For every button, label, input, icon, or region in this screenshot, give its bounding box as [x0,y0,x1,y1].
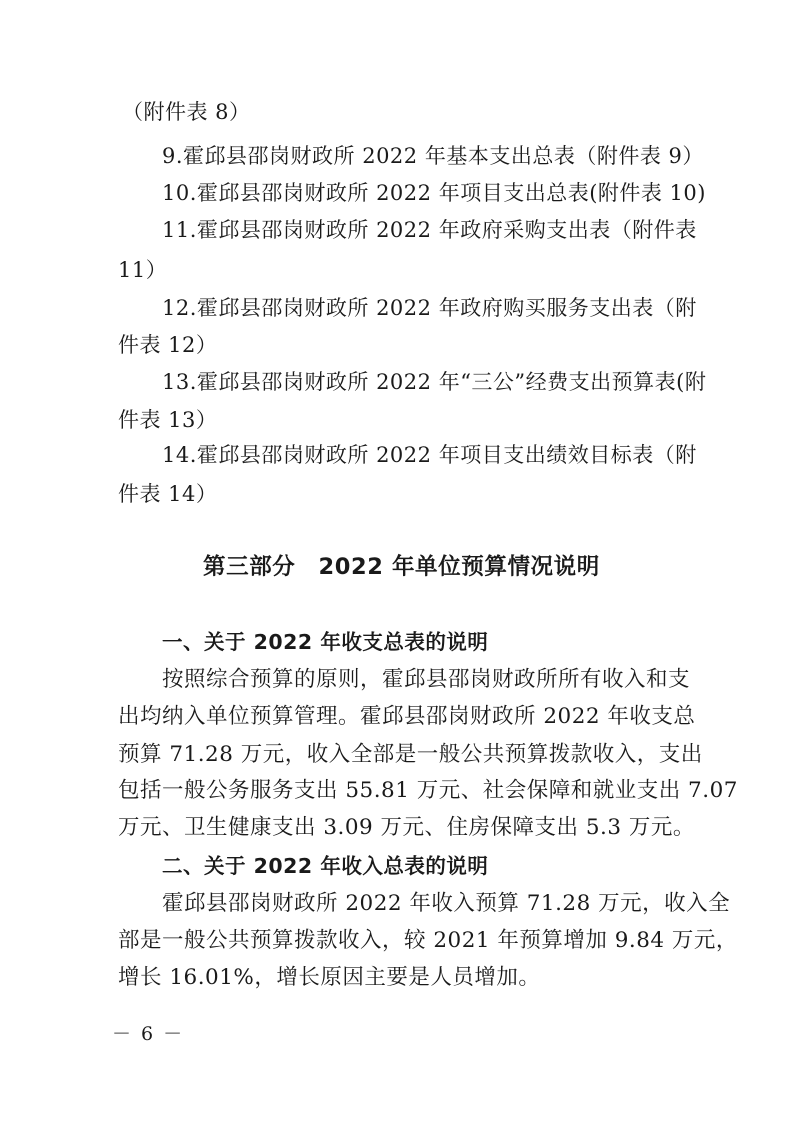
attachment-line: 10.霍邱县邵岗财政所 2022 年项目支出总表(附件表 10) [162,181,706,205]
paragraph-line: 预算 71.28 万元，收入全部是一般公共预算拨款收入，支出 [118,742,703,767]
attachment-line: 12.霍邱县邵岗财政所 2022 年政府购买服务支出表（附 [162,296,697,320]
part2-heading: 二、关于 2022 年收入总表的说明 [162,854,489,878]
part1-heading: 一、关于 2022 年收支总表的说明 [162,630,489,654]
attachment-line: 件表 14） [118,482,218,506]
paragraph-line: 增长 16.01%，增长原因主要是人员增加。 [118,965,541,990]
attachment-line: 9.霍邱县邵岗财政所 2022 年基本支出总表（附件表 9） [162,144,704,168]
paragraph-line: 部是一般公共预算拨款收入，较 2021 年预算增加 9.84 万元， [118,928,738,953]
paragraph-line: 霍邱县邵岗财政所 2022 年收入预算 71.28 万元，收入全 [162,891,731,916]
attachment-line: 13.霍邱县邵岗财政所 2022 年“三公”经费支出预算表(附 [162,370,707,394]
paragraph-line: 万元、卫生健康支出 3.09 万元、住房保障支出 5.3 万元。 [118,815,695,840]
paragraph-line: 包括一般公务服务支出 55.81 万元、社会保障和就业支出 7.07 [118,778,738,803]
attachment-line: 11.霍邱县邵岗财政所 2022 年政府采购支出表（附件表 [162,218,697,242]
section-title: 第三部分 2022 年单位预算情况说明 [203,554,600,580]
attachment-line: 14.霍邱县邵岗财政所 2022 年项目支出绩效目标表（附 [162,443,697,467]
page-number: － 6 － [112,1023,185,1045]
attachment-line: 11） [118,258,168,282]
attachment-line: 件表 13） [118,408,218,432]
paragraph-line: 出均纳入单位预算管理。霍邱县邵岗财政所 2022 年收支总 [118,704,696,729]
attachment-line: （附件表 8） [122,100,251,124]
paragraph-line: 按照综合预算的原则，霍邱县邵岗财政所所有收入和支 [162,667,691,692]
attachment-line: 件表 12） [118,333,218,357]
